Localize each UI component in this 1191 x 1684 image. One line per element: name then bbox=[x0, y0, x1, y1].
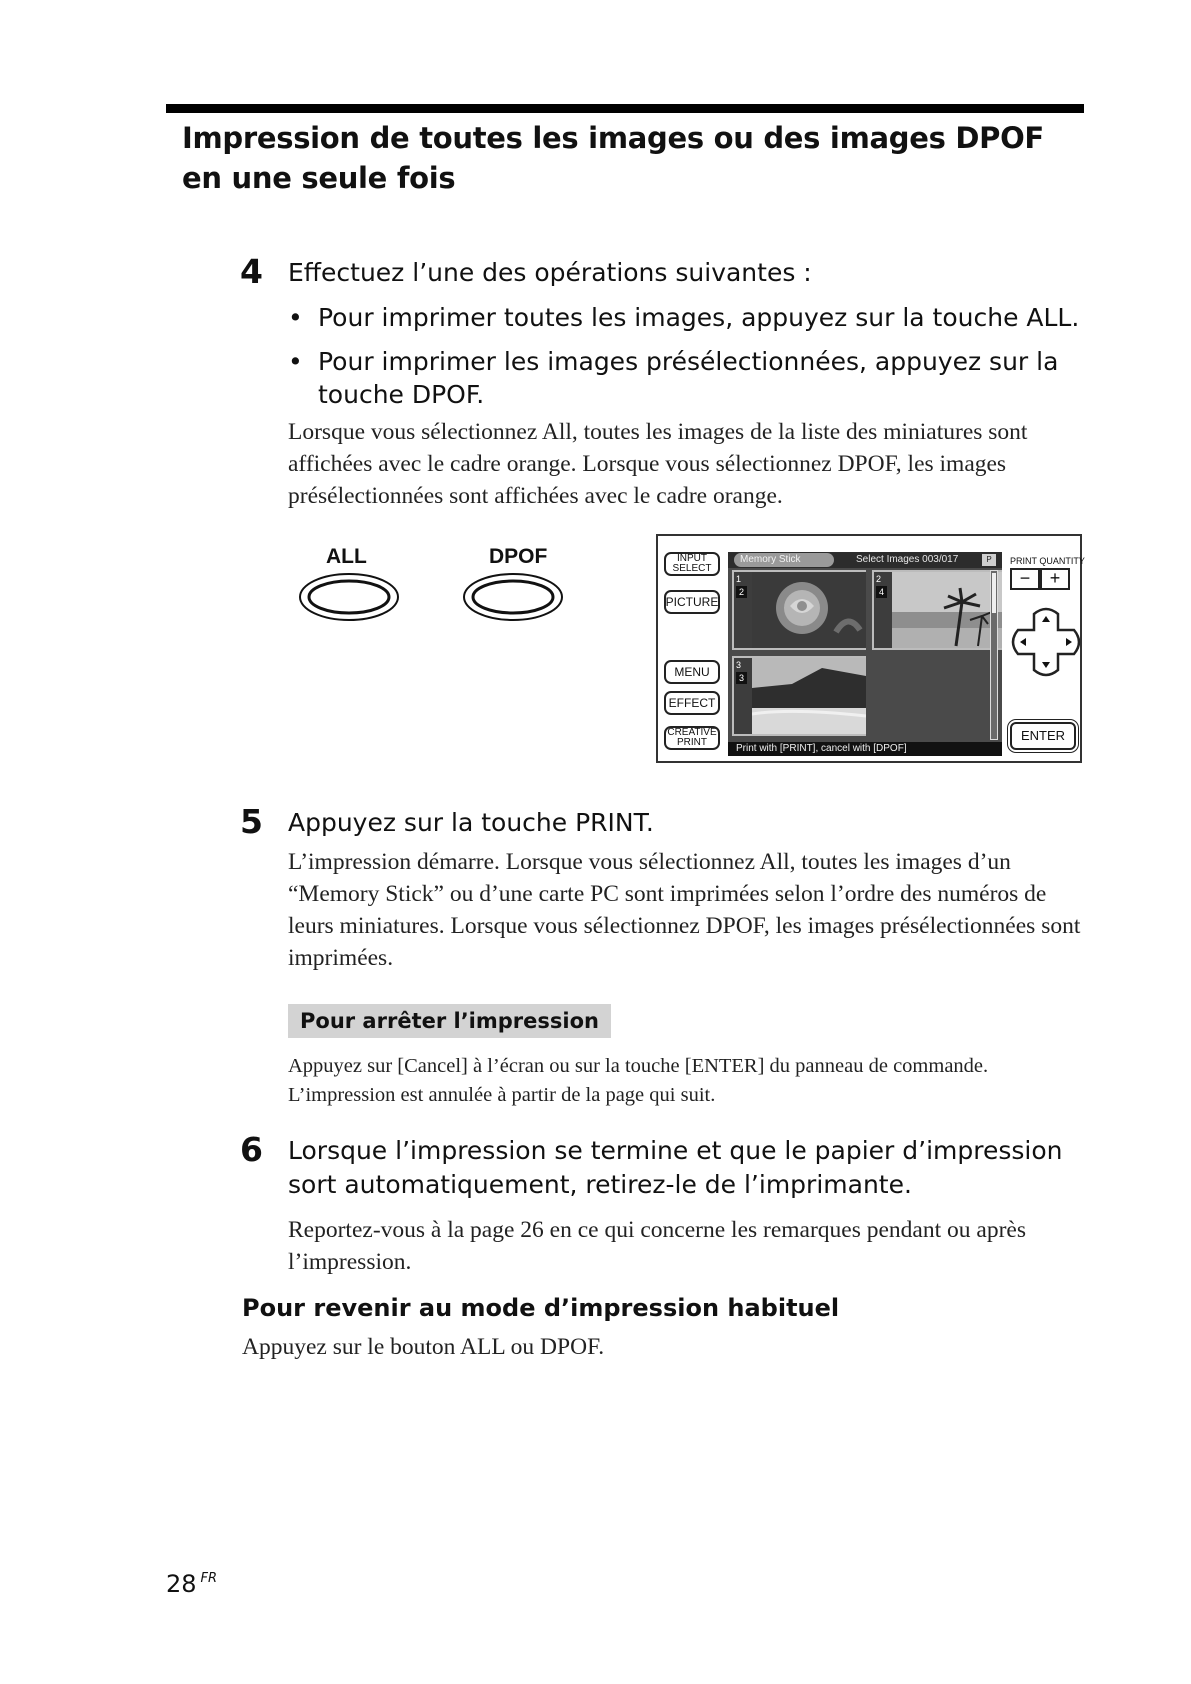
direction-pad[interactable] bbox=[1010, 606, 1082, 678]
step-number-5: 5 bbox=[240, 802, 263, 841]
p-badge: P bbox=[982, 554, 996, 566]
bullet-dot: • bbox=[288, 303, 303, 332]
bullet-text: Pour imprimer toutes les images, appuyez sur la touche ALL. bbox=[318, 303, 1080, 332]
picture-button[interactable]: PICTURE bbox=[664, 590, 720, 614]
creative-print-button[interactable] bbox=[664, 726, 720, 750]
screen-top-bar bbox=[728, 552, 1002, 568]
enter-button[interactable]: ENTER bbox=[1010, 722, 1076, 750]
page-folio bbox=[166, 1570, 217, 1598]
thumbnail-index: 3 bbox=[736, 660, 742, 670]
thumbnail-quantity-badge: 4 bbox=[876, 586, 887, 598]
dpof-button[interactable] bbox=[462, 572, 564, 622]
creative-line2: PRINT bbox=[677, 737, 707, 748]
step-6-body: Reportez-vous à la page 26 en ce qui concerne les remarques pendant ou après l’impression. bbox=[288, 1217, 1026, 1275]
creative-line1: CREATIVE bbox=[667, 727, 717, 738]
step-4-body: Lorsque vous sélectionnez All, toutes les images de la liste des miniatures sont affichées avec le cadre orange. Lorsque vous sélectionnez DPOF, les images présélectionnées sont affichées avec le cadre orange. bbox=[288, 419, 1028, 509]
menu-button[interactable]: MENU bbox=[664, 660, 720, 684]
subsection-heading: Pour revenir au mode d’impression habituel bbox=[242, 1294, 840, 1322]
thumbnail-quantity-badge: 3 bbox=[736, 672, 747, 684]
bullet-text: Pour imprimer les images présélectionnées, appuyez sur la touche DPOF. bbox=[318, 347, 1059, 409]
screen-panel bbox=[656, 534, 1085, 763]
input-select-button[interactable] bbox=[664, 552, 720, 576]
subsection-body: Appuyez sur le bouton ALL ou DPOF. bbox=[242, 1334, 605, 1360]
source-pill[interactable]: Memory Stick bbox=[734, 553, 834, 567]
quantity-minus-button[interactable]: − bbox=[1010, 568, 1040, 590]
thumbnail-beach-palms[interactable] bbox=[872, 570, 1002, 650]
page-title: Impression de toutes les images ou des images DPOF en une seule fois bbox=[182, 121, 1044, 195]
print-quantity-label: PRINT QUANTITY bbox=[1010, 556, 1085, 566]
rose-image bbox=[752, 572, 866, 648]
thumbnail-index: 1 bbox=[736, 574, 742, 584]
step-5-body: L’impression démarre. Lorsque vous sélectionnez All, toutes les images d’un “Memory Stick” ou d’une carte PC sont imprimées selon l’ordre des numéros de leurs miniatures. Lorsque vous sélectionnez DPOF, les images présélectionnées sont imprimées. bbox=[288, 849, 1081, 971]
input-select-line2: SELECT bbox=[672, 563, 712, 574]
thumbnail-rose[interactable] bbox=[732, 570, 866, 650]
thumbnail-coast[interactable] bbox=[732, 656, 866, 736]
step-6-heading: Lorsque l’impression se termine et que le papier d’impression sort automatiquement, retirez-le de l’imprimante. bbox=[288, 1136, 1063, 1199]
scrollbar-thumb[interactable] bbox=[992, 573, 996, 613]
bullet-dot: • bbox=[288, 347, 303, 376]
step-4-bullet-1 bbox=[288, 301, 1088, 334]
note-title: Pour arrêter l’impression bbox=[288, 1004, 611, 1038]
effect-button[interactable]: EFFECT bbox=[664, 691, 720, 715]
page-language: FR bbox=[200, 1571, 218, 1586]
note-body: Appuyez sur [Cancel] à l’écran ou sur la touche [ENTER] du panneau de commande. L’impression est annulée à partir de la page qui suit. bbox=[288, 1055, 989, 1106]
quantity-plus-button[interactable]: + bbox=[1040, 568, 1070, 590]
thumbnail-index: 2 bbox=[876, 574, 882, 584]
lcd-screen bbox=[728, 552, 1002, 756]
step-number-6: 6 bbox=[240, 1130, 263, 1169]
all-button-label: ALL bbox=[326, 545, 367, 568]
beach-palms-image bbox=[892, 572, 1002, 648]
step-4-bullet-2 bbox=[288, 345, 1088, 411]
step-5-heading: Appuyez sur la touche PRINT. bbox=[288, 808, 654, 837]
input-select-line1: INPUT bbox=[677, 553, 707, 564]
thumbnail-scrollbar[interactable] bbox=[990, 570, 998, 740]
screen-status-bar: Print with [PRINT], cancel with [DPOF] bbox=[728, 742, 1002, 756]
all-button[interactable] bbox=[298, 572, 400, 622]
select-images-counter: Select Images 003/017 bbox=[856, 554, 959, 565]
page-number: 28 bbox=[166, 1570, 197, 1598]
dpof-button-label: DPOF bbox=[489, 545, 548, 568]
thumbnail-quantity-badge: 2 bbox=[736, 586, 747, 598]
top-rule bbox=[166, 104, 1084, 113]
coast-image bbox=[752, 658, 866, 734]
step-number-4: 4 bbox=[240, 252, 263, 291]
step-4-heading: Effectuez l’une des opérations suivantes : bbox=[288, 258, 812, 287]
